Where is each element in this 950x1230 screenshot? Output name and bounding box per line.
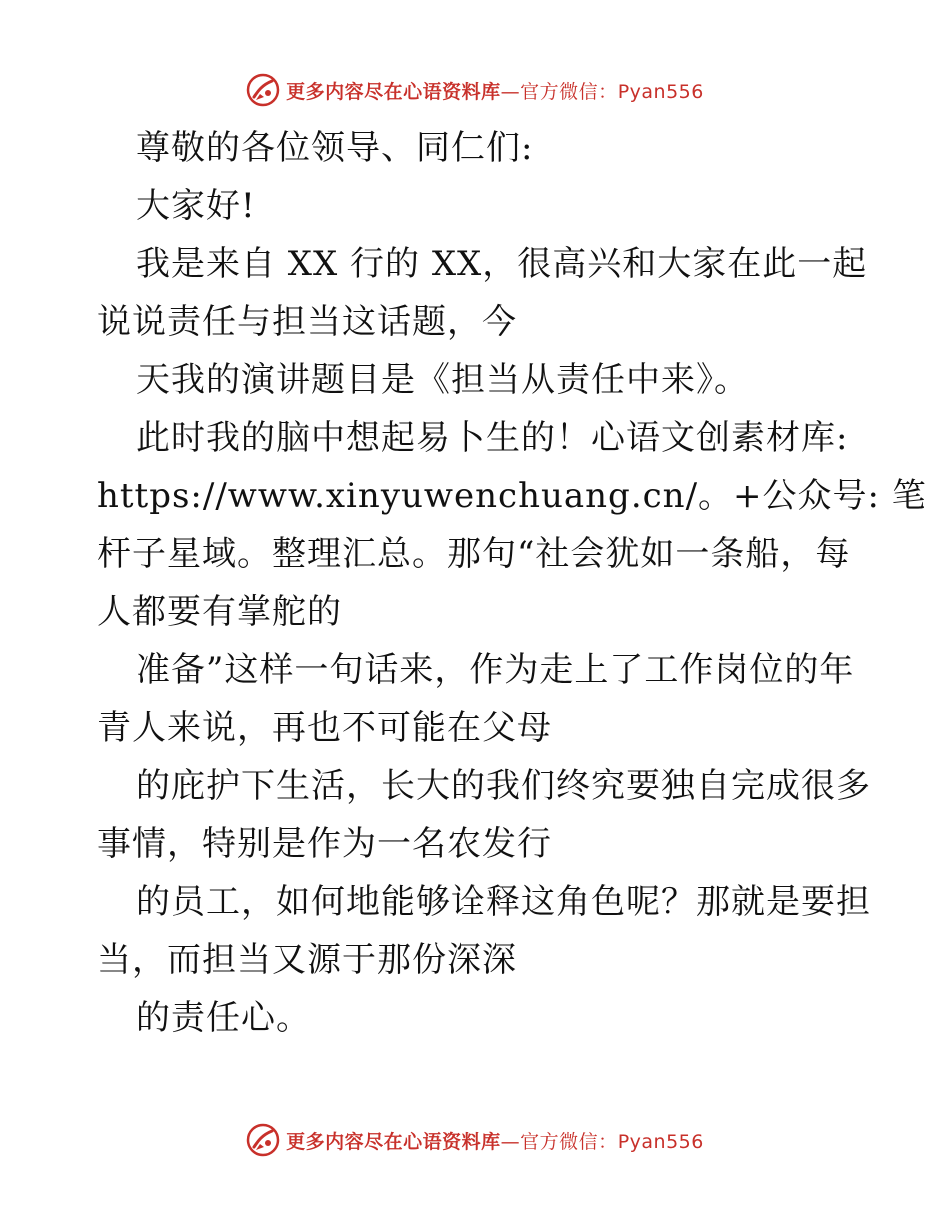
- body-line-8: 杆子星域。整理汇总。那句“社会犹如一条船，每: [97, 534, 851, 574]
- body-line-16: 的责任心。: [136, 998, 311, 1038]
- header-dash: —: [500, 80, 521, 103]
- pen-seal-logo-icon: [246, 73, 280, 107]
- header-wechat-label: 官方微信：: [520, 80, 618, 103]
- body-line-2: 大家好!: [136, 186, 256, 226]
- body-line-6: 此时我的脑中想起易卜生的！心语文创素材库:: [136, 418, 849, 458]
- body-line-7: https://www.xinyuwenchuang.cn/。+公众号: 笔: [97, 476, 927, 516]
- header-wechat-id: Pyan556: [617, 80, 704, 103]
- body-line-10: 准备”这样一句话来，作为走上了工作岗位的年: [136, 650, 855, 690]
- body-line-14: 的员工，如何地能够诠释这角色呢？那就是要担: [136, 882, 871, 922]
- footer-wechat-label: 官方微信：: [520, 1130, 618, 1153]
- body-line-9: 人都要有掌舵的: [97, 592, 342, 632]
- body-line-12: 的庇护下生活，长大的我们终究要独自完成很多: [136, 766, 871, 806]
- footer-dash: —: [500, 1130, 521, 1153]
- body-line-1: 尊敬的各位领导、同仁们:: [136, 128, 534, 168]
- body-line-3: 我是来自 XX 行的 XX，很高兴和大家在此一起: [136, 244, 868, 284]
- body-line-13: 事情，特别是作为一名农发行: [97, 824, 552, 864]
- footer-wechat-id: Pyan556: [617, 1130, 704, 1153]
- body-line-11: 青人来说，再也不可能在父母: [97, 708, 552, 748]
- header-site-text: 更多内容尽在心语资料库: [286, 80, 501, 103]
- pen-seal-logo-icon: [246, 1123, 280, 1157]
- header-banner: [0, 72, 950, 108]
- footer-banner-text: [286, 1127, 704, 1154]
- body-line-5: 天我的演讲题目是《担当从责任中来》。: [136, 360, 749, 400]
- footer-banner: [0, 1122, 950, 1158]
- footer-site-text: 更多内容尽在心语资料库: [286, 1130, 501, 1153]
- body-line-15: 当，而担当又源于那份深深: [97, 940, 517, 980]
- body-line-4: 说说责任与担当这话题，今: [97, 302, 517, 342]
- header-banner-text: [286, 77, 704, 104]
